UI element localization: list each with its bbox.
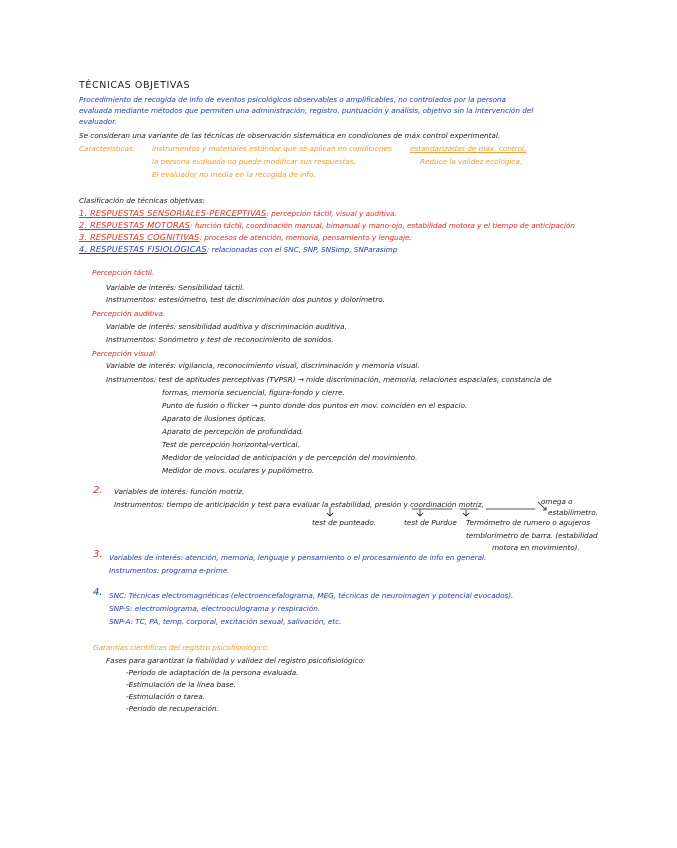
section2-instrumentos: Instrumentos: tiempo de anticipación y test para evaluar la estabilidad, presión y coordinación motriz,	[114, 500, 484, 509]
clasificacion-label: 4. RESPUESTAS FISIOLÓGICAS	[79, 244, 207, 254]
clasificacion-heading: Clasificación de técnicas objetivas:	[79, 196, 205, 205]
section3-variables: Variables de interés: atención, memoria, lenguaje y pensamiento o el procesamiento de info en general.	[109, 553, 487, 562]
definition-line: evaluador.	[79, 117, 117, 126]
tactil-heading: Percepción táctil.	[92, 268, 155, 277]
visual-variable: Variable de interés: vigilancia, reconocimiento visual, discriminación y memoria visual.	[106, 361, 420, 370]
visual-instrumentos-first: test de aptitudes perceptivas (TVPSR) → mide discriminación, memoria, relaciones espaciales, constancia de	[158, 375, 552, 384]
clasificacion-text: : función táctil, coordinación manual, bimanual y mano-ojo, estabilidad motora y el tiempo de anticipación	[190, 221, 575, 230]
visual-heading: Percepción visual.	[92, 349, 158, 358]
clasificacion-text: : percepción táctil, visual y auditiva.	[266, 209, 397, 218]
garantias-phase: -Periodo de recuperación.	[126, 704, 219, 713]
auditiva-variable: Variable de interés: sensibilidad auditiva y discriminación auditiva.	[106, 322, 347, 331]
visual-instrument-item: Medidor de movs. oculares y pupilómetro.	[162, 466, 315, 475]
page-title: TÉCNICAS OBJETIVAS	[79, 80, 191, 91]
garantias-phase: -Periodo de adaptación de la persona evaluada.	[126, 668, 299, 677]
definition-line: Procedimiento de recogida de info de eventos psicológicos observables o amplificables, no controlados por la persona	[79, 95, 506, 104]
arrow-purdue	[417, 510, 423, 516]
section4-line: SNC: Técnicas electromagnéticas (electroencefalograma, MEG, técnicas de neuroimagen y potencial evocados).	[109, 591, 514, 600]
clasificacion-label: 3. RESPUESTAS COGNITIVAS	[79, 232, 200, 242]
caracteristica-item: la persona evaluada no puede modificar sus respuestas.	[152, 157, 356, 166]
section4-line: SNP-A: TC, PA, temp. corporal, excitación sexual, salivación, etc.	[109, 617, 342, 626]
section2-sub-punteado: test de punteado.	[312, 518, 377, 527]
caracteristica-item: instrumentos y materiales estándar que se aplican en condiciones	[152, 144, 392, 153]
clasificacion-text: : procesos de atención, memoria, pensamiento y lenguaje.	[199, 233, 412, 242]
section4-number: 4.	[93, 587, 103, 598]
auditiva-instrumentos: Instrumentos: Sonómetro y test de reconocimiento de sonidos.	[106, 335, 334, 344]
clasificacion-label: 2. RESPUESTAS MOTORAS	[79, 220, 191, 230]
caracteristica-item: El evaluador no media en la recogida de info.	[152, 170, 316, 179]
arrow-estabilimetro	[538, 502, 546, 510]
section2-estabilimetro: estabilímetro.	[548, 508, 598, 517]
auditiva-heading: Percepción auditiva.	[92, 309, 166, 318]
section2-number: 2.	[93, 485, 103, 496]
clasificacion-text: : relacionadas con el SNC, SNP, SNSimp, SNParasimp	[206, 245, 398, 254]
garantias-phase: -Estimulación de la línea base.	[126, 680, 236, 689]
visual-instrumentos-cont: formas, memoria secuencial, figura-fondo y cierre.	[162, 388, 345, 397]
section2-omega: omega o	[541, 497, 573, 506]
caracteristica-right: estandarizadas de máx. control.	[410, 144, 527, 153]
garantias-intro: Fases para garantizar la fiabilidad y validez del registro psicofisiológico:	[106, 656, 366, 665]
section3-number: 3.	[93, 549, 103, 560]
visual-instrument-item: Medidor de velocidad de anticipación y de percepción del movimiento.	[162, 453, 418, 462]
garantias-phase: -Estimulación o tarea.	[126, 692, 205, 701]
visual-instrument-item: Test de percepción horizontal-vertical.	[162, 440, 300, 449]
clasificacion-label: 1. RESPUESTAS SENSORIALES-PERCEPTIVAS	[79, 208, 267, 218]
arrow-termometro	[463, 510, 469, 516]
visual-instrumentos-label: Instrumentos:	[106, 375, 157, 384]
section2-variables: Variables de interés: función motriz.	[114, 487, 245, 496]
section2-sub-motora: motora en movimiento).	[492, 543, 580, 552]
caracteristica-right: Reduce la validez ecológica.	[420, 157, 523, 166]
section2-sub-purdue: test de Purdue	[404, 518, 457, 527]
tactil-instrumentos: Instrumentos: estesiómetro, test de discriminación dos puntos y dolorímetro.	[106, 295, 385, 304]
tactil-variable: Variable de interés: Sensibilidad táctil.	[106, 283, 245, 292]
visual-instrument-item: Aparato de percepción de profundidad.	[162, 427, 304, 436]
section4-line: SNP-S: electromiograma, electrooculograma y respiración.	[109, 604, 321, 613]
caracteristicas-label: Características:	[79, 144, 136, 153]
section2-sub-temblorimetro: temblorímetro de barra. (estabilidad	[466, 531, 598, 540]
visual-instrument-item: Punto de fusión o flicker → punto donde dos puntos en mov. coinciden en el espacio.	[162, 401, 468, 410]
section2-sub-termometro: Termómetro de rumero o agujeros	[466, 518, 591, 527]
garantias-heading: Garantías científicas del registro psicofisiológico.	[93, 643, 270, 652]
definition-note: Se consideran una variante de las técnicas de observación sistemática en condiciones de máx control experimental.	[79, 131, 501, 140]
visual-instrument-item: Aparato de ilusiones ópticas.	[162, 414, 266, 423]
definition-line: evaluada mediante métodos que permiten una administración, registro, puntuación y análisis, objetivo sin la intervención del	[79, 106, 534, 115]
arrow-punteado	[327, 507, 333, 516]
section3-instrumentos: Instrumentos: programa e-prime.	[109, 566, 230, 575]
